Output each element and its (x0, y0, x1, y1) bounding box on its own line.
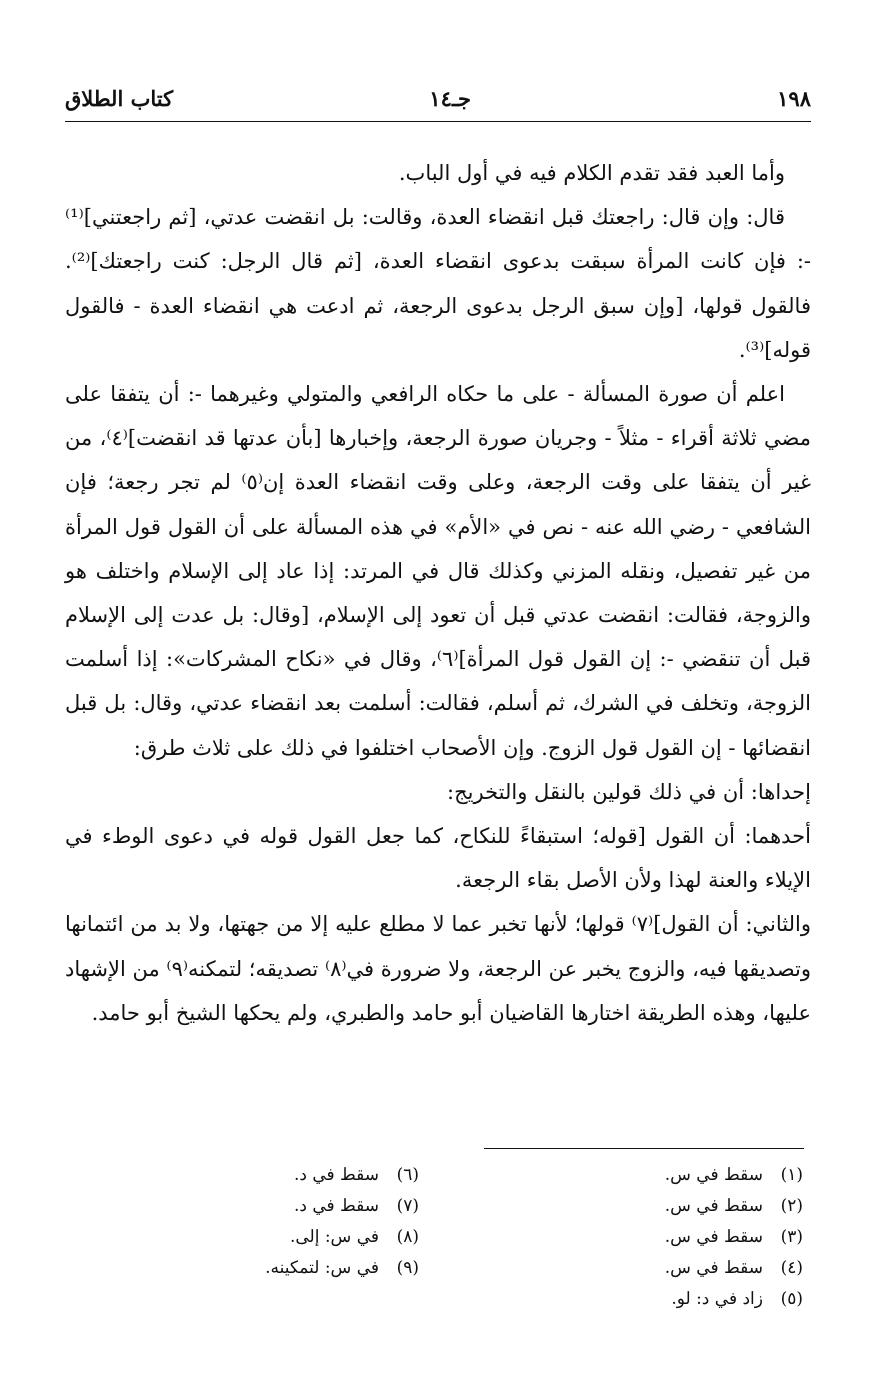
paragraph: وأما العبد فقد تقدم الكلام فيه في أول الباب. (398, 161, 785, 185)
paragraph: قال: وإن قال: راجعتك قبل انقضاء العدة، وقالت: بل انقضت عدتي، [ثم راجعتني]⁽¹⁾ -: فإن كانت المرأة سبقت بدعوى انقضاء العدة، [ثم قال الرجل: كنت راجعتك]⁽²⁾. فالقول قولها، [وإن سبق الرجل بدعوى الرجعة، ثم ادعت هي انقضاء العدة - فالقول قوله]⁽³⁾. (65, 205, 811, 362)
footnote-number: (٥) (780, 1289, 803, 1309)
footnote-text: سقط في د. (293, 1196, 379, 1216)
footnote-number: (٣) (780, 1227, 803, 1247)
footnote-text: سقط في س. (664, 1196, 763, 1216)
paragraph: أحدهما: أن القول [قوله؛ استبقاءً للنكاح، كما جعل القول قوله في دعوى الوطء في الإيلاء والعنة لهذا ولأن الأصل بقاء الرجعة. (65, 824, 811, 893)
page-header (65, 84, 811, 120)
footnote (603, 1222, 803, 1253)
footnotes-left-column (219, 1160, 419, 1284)
paragraph: والثاني: أن القول]⁽٧⁾ قولها؛ لأنها تخبر عما لا مطلع عليه إلا من جهتها، ولا بد من ائتمانها وتصديقها فيه، والزوج يخبر عن الرجعة، ولا ضرورة في⁽٨⁾ تصديقه؛ لتمكنه⁽٩⁾ من الإشهاد عليها، وهذه الطريقة اختارها القاضيان أبو حامد والطبري، ولم يحكها الشيخ أبو حامد. (65, 912, 812, 1025)
main-text (65, 151, 811, 1035)
footnotes-right-column (603, 1160, 803, 1315)
footnote-number: (٦) (396, 1165, 419, 1185)
footnote-text: في س: إلى. (289, 1227, 379, 1247)
footnote-text: زاد في د: لو. (671, 1289, 763, 1309)
footnote (219, 1191, 419, 1222)
header-divider (65, 121, 811, 122)
footnote-number: (٧) (396, 1196, 419, 1216)
footnote-text: في س: لتمكينه. (265, 1258, 379, 1278)
footnote-text: سقط في س. (664, 1258, 763, 1278)
footnote (603, 1253, 803, 1284)
footnote-text: سقط في س. (664, 1227, 763, 1247)
page-number: ١٩٨ (777, 86, 811, 111)
footnote-text: سقط في س. (664, 1165, 763, 1185)
footnote (603, 1160, 803, 1191)
footnote (219, 1222, 419, 1253)
footnote (603, 1284, 803, 1315)
footnote-number: (١) (780, 1165, 803, 1185)
footnote-number: (٩) (396, 1258, 419, 1278)
footnote-number: (٨) (396, 1227, 419, 1247)
paragraph: اعلم أن صورة المسألة - على ما حكاه الرافعي والمتولي وغيرهما -: أن يتفقا على مضي ثلاثة أقراء - مثلاً - وجريان صورة الرجعة، وإخبارها [بأن عدتها قد انقضت]⁽٤⁾، من غير أن يتفقا على وقت الرجعة، وعلى وقت انقضاء العدة إن⁽٥⁾ لم تجر رجعة؛ فإن الشافعي - رضي الله عنه - نص في «الأم» في هذه المسألة على أن القول قول المرأة من غير تفصيل، ونقله المزني وكذلك قال في المرتد: إذا عاد إلى الإسلام واختلف هو والزوجة، فقالت: انقضت عدتي قبل أن تعود إلى الإسلام، [وقال: بل عدت إلى الإسلام قبل أن تنقضي -: إن القول قول المرأة]⁽٦⁾، وقال في «نكاح المشركات»: إذا أسلمت الزوجة، وتخلف في الشرك، ثم أسلم، فقالت: أسلمت بعد انقضاء عدتي، وقال: بل قبل انقضائها - إن القول قول الزوج. وإن الأصحاب اختلفوا في ذلك على ثلاث طرق: (65, 382, 811, 760)
book-title: كتاب الطلاق (65, 86, 174, 111)
paragraph: إحداها: أن في ذلك قولين بالنقل والتخريج: (447, 779, 811, 804)
footnote (219, 1160, 419, 1191)
footnote-text: سقط في د. (293, 1165, 379, 1185)
footnote-divider (484, 1148, 804, 1149)
volume-label: جـ١٤ (429, 86, 471, 111)
footnote (603, 1191, 803, 1222)
footnote-number: (٤) (780, 1258, 803, 1278)
footnote (219, 1253, 419, 1284)
footnote-number: (٢) (780, 1196, 803, 1216)
